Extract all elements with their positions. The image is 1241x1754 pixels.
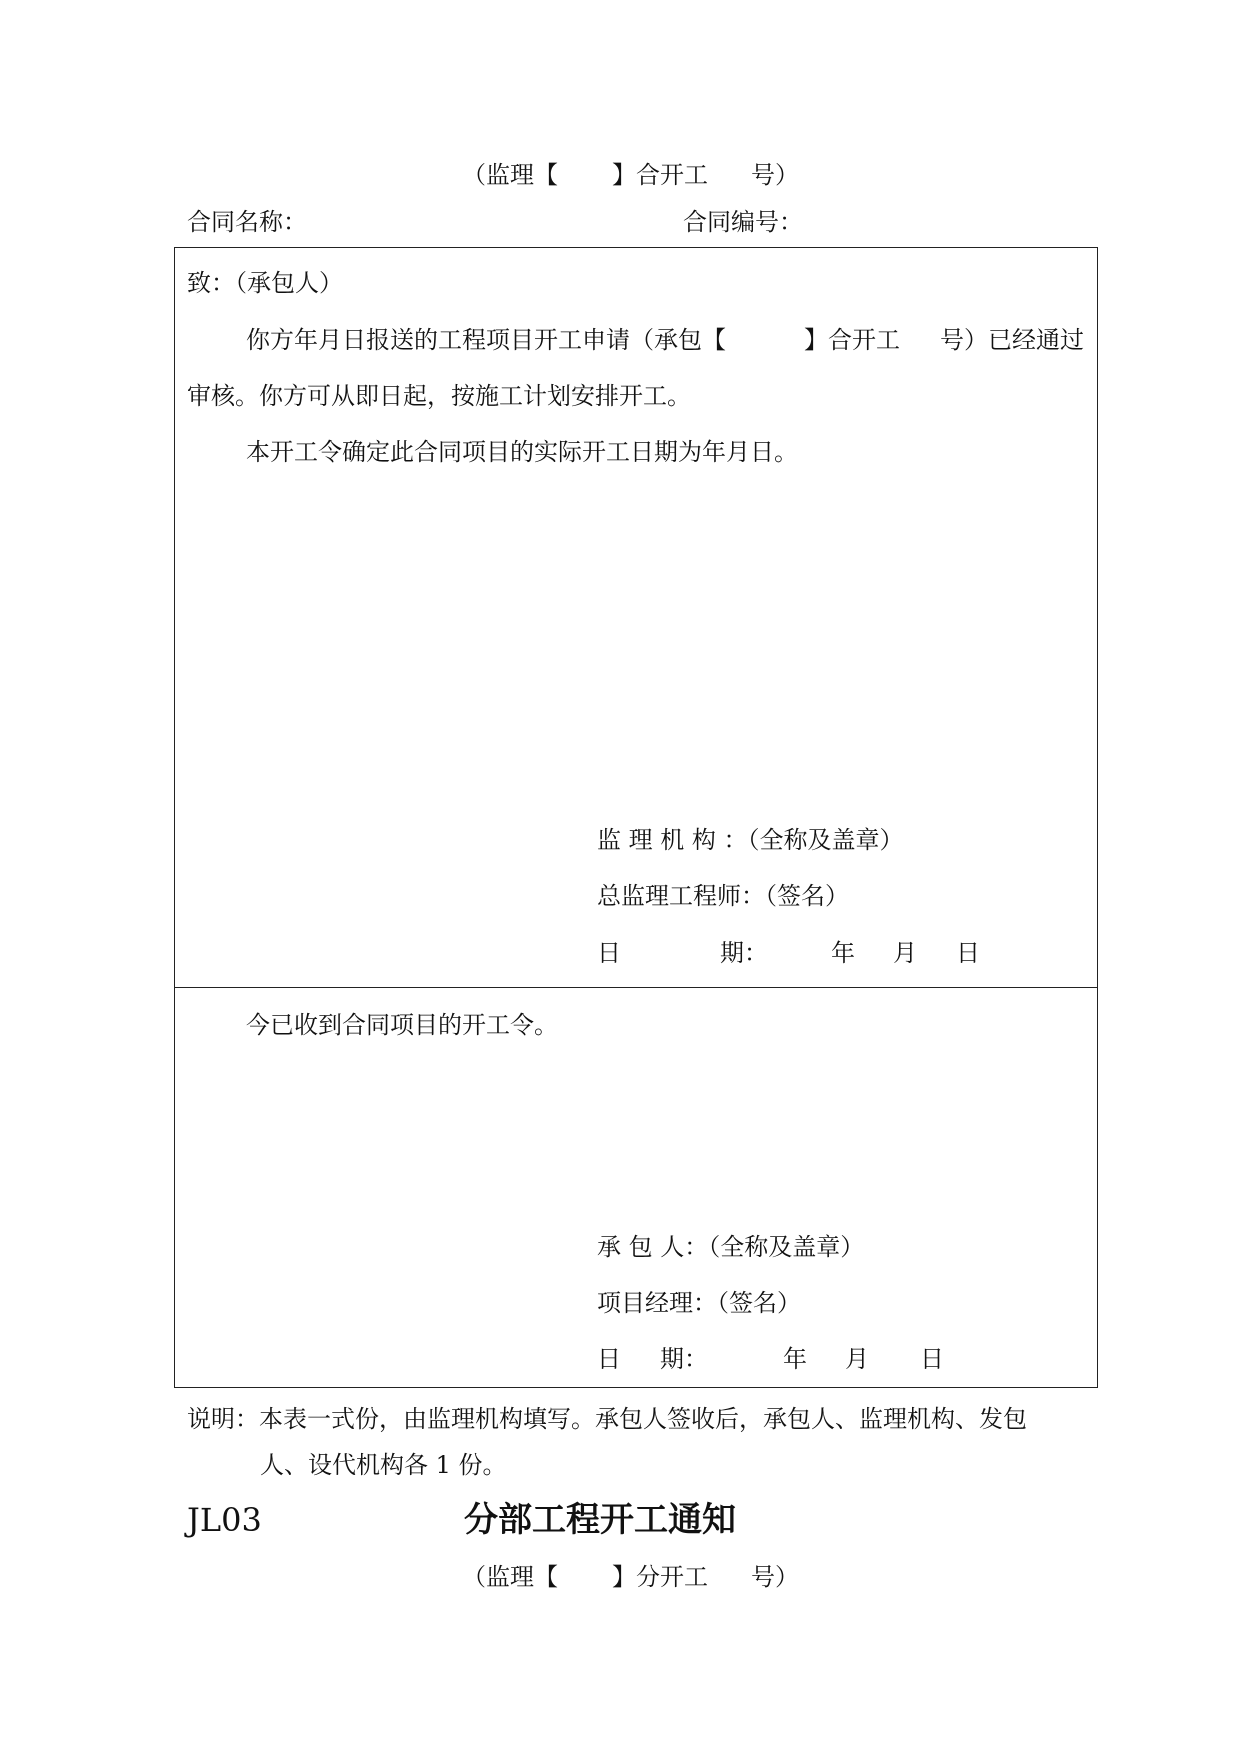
supervisor-org-signature: 监 理 机 构 ：（全称及盖章） (597, 826, 904, 854)
contractor-signature: 承 包 人：（全称及盖章） (597, 1233, 865, 1261)
date-label-1: 日 (597, 939, 621, 967)
chief-engineer-signature: 总监理工程师：（签名） (597, 882, 849, 910)
form-code: JL03 (187, 1501, 262, 1539)
next-form-reference-suffix: 号） (751, 1563, 799, 1591)
contract-name-label: 合同名称： (187, 208, 307, 236)
next-form-reference-close: 】分开工 (612, 1563, 708, 1591)
project-manager-signature: 项目经理：（签名） (597, 1289, 801, 1317)
received-statement: 今已收到合同项目的开工令。 (246, 1011, 558, 1039)
note-line-2: 人、设代机构各 1 份。 (260, 1451, 507, 1479)
paragraph-1-line-1c: 号）已经通过 (940, 326, 1084, 354)
form-section-divider (174, 987, 1098, 988)
form-reference-suffix: 号） (751, 161, 799, 189)
form-reference-close: 】合开工 (612, 161, 708, 189)
date-label-4: 期： (660, 1345, 708, 1373)
date-label-2: 期： (720, 939, 768, 967)
date-day: 日 (956, 939, 980, 967)
note-line-1: 说明：本表一式份，由监理机构填写。承包人签收后，承包人、监理机构、发包 (187, 1405, 1027, 1433)
date-month: 月 (893, 939, 917, 967)
form-table (174, 247, 1098, 1388)
date-year-2: 年 (783, 1345, 807, 1373)
date-month-2: 月 (845, 1345, 869, 1373)
addressee-line: 致：（承包人） (187, 269, 343, 297)
form-reference (462, 160, 558, 190)
paragraph-1-line-2: 审核。你方可从即日起，按施工计划安排开工。 (187, 382, 691, 410)
form-title: 分部工程开工通知 (464, 1500, 736, 1540)
paragraph-1-line-1a: 你方年月日报送的工程项目开工申请（承包【 (246, 326, 726, 354)
date-year: 年 (831, 939, 855, 967)
ref-prefix: （监理【 (462, 161, 558, 189)
paragraph-2: 本开工令确定此合同项目的实际开工日期为年月日。 (246, 438, 798, 466)
contract-number-label: 合同编号： (683, 208, 803, 236)
date-day-2: 日 (920, 1345, 944, 1373)
date-label-3: 日 (597, 1345, 621, 1373)
paragraph-1-line-1b: 】合开工 (804, 326, 900, 354)
next-form-reference: （监理【 (462, 1563, 558, 1591)
